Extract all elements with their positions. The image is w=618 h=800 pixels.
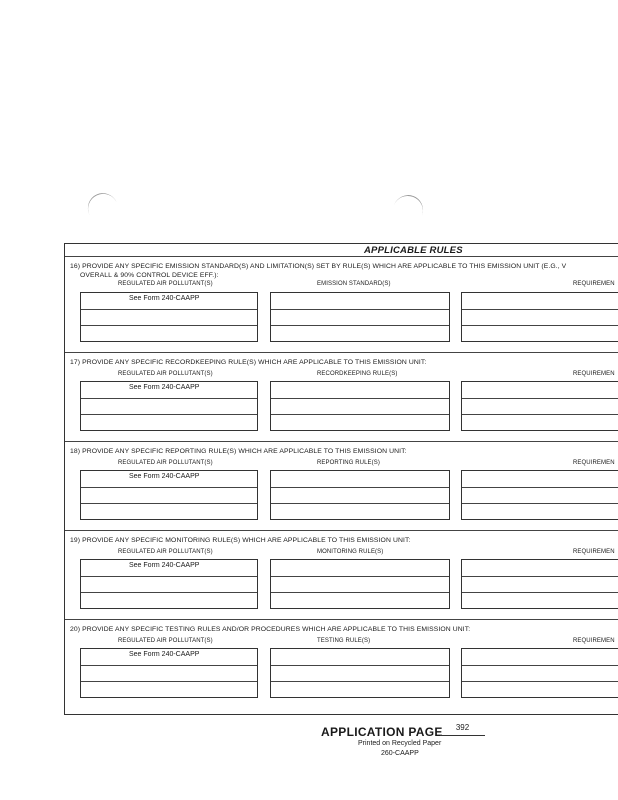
column-header-requirements: REQUIREMEN [573,638,615,644]
column-header-requirements: REQUIREMEN [573,549,615,555]
section-reporting-rules [65,444,618,532]
requirement-entry-box[interactable] [461,648,618,698]
requirement-entry-box[interactable] [461,470,618,520]
column-header-rules: RECORDKEEPING RULE(S) [317,371,398,377]
column-header-rules: REPORTING RULE(S) [317,460,380,466]
section-question: 16) PROVIDE ANY SPECIFIC EMISSION STANDARD(S) AND LIMITATION(S) SET BY RULE(S) WHICH ARE APPLICABLE TO THIS EMISSION UNIT (E.G., V OVERALL & 90% CONTROL DEVICE EFF.): [70,263,567,279]
section-question: 20) PROVIDE ANY SPECIFIC TESTING RULES AND/OR PROCEDURES WHICH ARE APPLICABLE TO THIS EMISSION UNIT: [70,626,471,633]
pollutant-entry-box[interactable] [80,648,258,698]
rule-entry-box[interactable] [270,292,450,342]
section-question: 19) PROVIDE ANY SPECIFIC MONITORING RULE(S) WHICH ARE APPLICABLE TO THIS EMISSION UNIT: [70,537,411,544]
requirement-entry-box[interactable] [461,292,618,342]
rule-entry-box[interactable] [270,470,450,520]
punch-hole-mark-left [83,188,123,229]
column-header-pollutants: REGULATED AIR POLLUTANT(S) [118,549,213,555]
pollutant-entry-box[interactable] [80,292,258,342]
see-form-note: See Form 240-CAAPP [129,384,200,391]
section-emission-standards [65,259,618,347]
column-header-requirements: REQUIREMEN [573,281,615,287]
pollutant-entry-box[interactable] [80,381,258,431]
section-question: 18) PROVIDE ANY SPECIFIC REPORTING RULE(S) WHICH ARE APPLICABLE TO THIS EMISSION UNIT: [70,448,407,455]
section-question: 17) PROVIDE ANY SPECIFIC RECORDKEEPING RULE(S) WHICH ARE APPLICABLE TO THIS EMISSION UNIT: [70,359,427,366]
column-header-rules: EMISSION STANDARD(S) [317,281,391,287]
pollutant-entry-box[interactable] [80,559,258,609]
recycled-paper-note: Printed on Recycled Paper [358,740,442,747]
see-form-note: See Form 240-CAAPP [129,651,200,658]
requirement-entry-box[interactable] [461,559,618,609]
column-header-pollutants: REGULATED AIR POLLUTANT(S) [118,281,213,287]
rule-entry-box[interactable] [270,381,450,431]
column-header-pollutants: REGULATED AIR POLLUTANT(S) [118,371,213,377]
section-monitoring-rules [65,533,618,621]
applicable-rules-form [64,243,618,715]
form-code: 260-CAAPP [381,750,419,757]
column-header-requirements: REQUIREMEN [573,371,615,377]
application-page-label: APPLICATION PAGE [321,725,443,739]
see-form-note: See Form 240-CAAPP [129,562,200,569]
rule-entry-box[interactable] [270,648,450,698]
see-form-note: See Form 240-CAAPP [129,295,200,302]
requirement-entry-box[interactable] [461,381,618,431]
pollutant-entry-box[interactable] [80,470,258,520]
form-title: APPLICABLE RULES [364,245,463,256]
punch-hole-mark-right [389,191,428,230]
section-recordkeeping-rules [65,355,618,443]
title-divider [65,256,618,257]
section-testing-rules [65,622,618,710]
column-header-pollutants: REGULATED AIR POLLUTANT(S) [118,638,213,644]
page-number: 392 [440,720,485,736]
rule-entry-box[interactable] [270,559,450,609]
column-header-pollutants: REGULATED AIR POLLUTANT(S) [118,460,213,466]
column-header-rules: TESTING RULE(S) [317,638,371,644]
see-form-note: See Form 240-CAAPP [129,473,200,480]
column-header-requirements: REQUIREMEN [573,460,615,466]
column-header-rules: MONITORING RULE(S) [317,549,384,555]
